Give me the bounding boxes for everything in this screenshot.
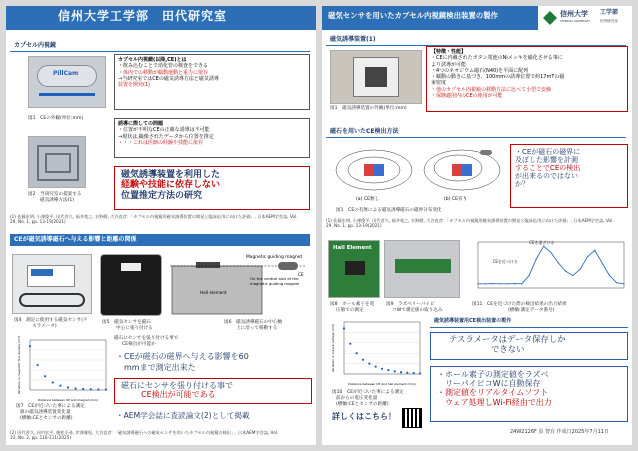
ce-capsule-shape <box>278 262 298 270</box>
magnet-label: Magnetic guiding magnet <box>246 255 303 260</box>
reference-1-line: 29, No. 1, pp. 13-19(2021) <box>326 223 382 229</box>
solution-line: ・測定値をリアルタイムソフト <box>437 388 549 398</box>
data-point <box>105 389 107 391</box>
magnet-diagram <box>166 252 312 320</box>
device-photo <box>330 50 422 104</box>
hall-element-marker <box>196 262 220 268</box>
data-point <box>44 375 46 377</box>
features-box <box>426 46 628 112</box>
result-highlight-line: CE検出が可能である <box>141 390 216 400</box>
capsule-text-line: 装置を開発(1) <box>118 82 151 88</box>
more-info-link[interactable]: 詳しくはこちら！ <box>332 412 396 421</box>
data-point <box>400 371 402 373</box>
capsule-text-line: →当研究室ではCEの磁気誘導方法と磁気誘導 <box>118 75 219 82</box>
figure6-caption-line: 図6 磁気誘導磁石の中心軸 <box>224 320 283 325</box>
field-question-line: が出来るのではない <box>515 172 578 181</box>
reference-1-line: 29, No. 1, pp. 13-19(2021) <box>10 219 66 225</box>
s-pole <box>374 164 384 176</box>
field-question-box <box>510 144 628 208</box>
field-question-line: することでCEの検出 <box>515 164 581 173</box>
poster-page-right <box>322 6 632 445</box>
feature-line: ・蠕動の動きに基づき、100mmの誘導位置で約17mTの磁 <box>431 74 565 80</box>
data-point <box>356 352 358 354</box>
figure4-caption-line: 図4 測定に使用する磁気センサ(テ <box>14 318 88 323</box>
feature-line: より誘導が可能 <box>431 61 467 68</box>
figure7-caption-line: (横軸:CEとセンサの距離) <box>20 416 73 421</box>
figure11-caption-line: 図11 CEを近づけた際の検出結果の出力結果 <box>472 302 567 307</box>
plot-area <box>478 242 624 288</box>
s-pole <box>462 164 472 176</box>
plot-area <box>30 340 106 390</box>
section-heading-capsule: カプセル内視鏡 <box>10 40 310 52</box>
feature-line: ・4つのネオジウム磁石(N40)を平面に配列 <box>431 67 529 74</box>
n-pole <box>364 164 374 176</box>
page-header <box>322 6 538 30</box>
data-point <box>97 388 99 390</box>
field-diagram <box>330 142 508 204</box>
university-logo <box>542 8 630 30</box>
chart-subtitle-line: 磁石にセンサを張り付ける事で <box>114 336 179 341</box>
logo-name: 信州大学 <box>560 10 588 18</box>
data-point <box>602 262 603 263</box>
result-highlight-line: 磁石にセンサを張り付ける事で <box>121 381 233 390</box>
data-point <box>90 388 92 390</box>
solution-line: ・ホール素子の測定値をラズベ <box>437 370 549 379</box>
data-point <box>349 343 351 345</box>
figure1-caption: 図1 CEの外観(単位:mm) <box>28 116 84 121</box>
reference-1-line: (1) 佐藤宏明, 小澤俊平, 田代晋久, 福井竜之, 水野健, 大谷直彦：「カプセル内視鏡用磁気誘導装置の開発と臨床応用に向けた評価」, 日本AEM学会誌, Vol. <box>326 218 614 223</box>
field-caption: 図1 CEの有無による磁気誘導磁石の磁界分布変化 <box>336 208 442 213</box>
data-point <box>29 345 31 347</box>
figure10-caption-line: 前からの電圧変化量 <box>336 396 378 401</box>
logo-dept: 工学部 <box>600 9 619 16</box>
data-point <box>536 258 537 259</box>
data-point <box>499 283 500 284</box>
problem-text-red: ・・・これは医師の経験や技能に依存 <box>118 139 204 146</box>
highlight-box <box>114 166 310 210</box>
figure5-caption-line: 図5 磁気センサを磁石 <box>102 320 151 325</box>
figure2-caption-line: 図2 当研究室の提案する <box>28 192 82 197</box>
chart-flux-vs-distance <box>16 336 110 402</box>
raspberry-pi-photo <box>384 240 460 298</box>
limitation-line <box>449 335 632 345</box>
chart-voltage-vs-distance <box>330 318 424 386</box>
chart-detection-output <box>464 238 628 300</box>
solution-line: ウェア処理しWi-Fi経由で出力 <box>445 397 552 407</box>
figure10-caption-line: (横軸:CEとセンサの距離) <box>336 402 389 407</box>
limitation-line-text: テスラメータはデータ保存しか <box>449 334 566 344</box>
figure9-caption-line: コWで測定値の取り込み <box>392 308 443 313</box>
field-question-line: か？ <box>515 180 529 189</box>
chart-annotation: CEを近づける <box>492 258 518 264</box>
data-point <box>52 381 54 383</box>
logo-dept-sub: 信州研究室 <box>600 19 618 23</box>
limitation-box <box>430 332 628 360</box>
y-axis-label: Variation in output voltage (mV) <box>331 323 335 373</box>
author-credit: 24W2126F 原 智有 作成日2025年7月11日 <box>510 429 609 435</box>
data-point <box>59 385 61 387</box>
y-axis-label: Variation in magnetic flux density (mT) <box>17 336 21 395</box>
data-point <box>572 275 573 276</box>
data-point <box>580 269 581 270</box>
solution-line: リーパイピコWに自動保存 <box>445 379 541 389</box>
data-point <box>381 368 383 370</box>
data-point <box>507 283 508 284</box>
limitation-line: できない <box>491 343 525 354</box>
data-point <box>594 250 595 251</box>
data-point <box>375 366 377 368</box>
figure6-caption-line: 上に沿って移動する <box>236 326 278 331</box>
reference-1 <box>326 218 626 228</box>
hall-element-label: Hall Element <box>333 245 372 251</box>
figure5-caption-line: 中心に張り付ける <box>116 326 153 331</box>
maze-photo <box>28 136 86 188</box>
data-point <box>623 283 624 284</box>
data-point <box>609 275 610 276</box>
page-title: 磁気センサを用いたカプセル内視鏡検出装置の製作 <box>328 11 498 20</box>
data-point <box>514 283 515 284</box>
axis-label: On the central axis of the <box>250 276 299 281</box>
field-diagram-b <box>424 150 500 190</box>
section-heading-field: 磁石を用いたCE検出方法 <box>326 126 626 138</box>
data-point <box>37 364 39 366</box>
field-diagram-a <box>336 150 412 190</box>
field-label-a: (a) CE無し <box>356 197 380 202</box>
data-point <box>543 246 544 247</box>
ce-capsule-shape <box>480 150 492 155</box>
publication-note: ・AEM学会誌に査読論文(2)として掲載 <box>116 411 250 420</box>
highlight-line: 経験や技能に依存しない <box>121 180 221 191</box>
feature-line: ・CEに内蔵されたボタン電池のNiメッキを磁化させる事に <box>431 55 563 62</box>
data-point <box>362 359 364 361</box>
section-heading-influence: CEが磁気誘導磁石へ与える影響と距離の関係 <box>10 234 310 246</box>
feature-line: 束密度 <box>431 80 447 87</box>
axis-label: magnetic guiding magnet <box>250 281 300 286</box>
capsule-text-line: ・飲み込むことで消化管の検査をできる <box>118 63 209 70</box>
data-point <box>529 275 530 276</box>
field-label-b: (b) CE有り <box>444 197 468 202</box>
reference-1 <box>10 214 310 224</box>
data-point <box>492 283 493 284</box>
chart-subtitle-line: CE検出が可能か <box>122 342 156 347</box>
hall-element-photo <box>328 240 380 298</box>
data-point <box>558 262 559 263</box>
reference-2-line: (2) 田代晋久, 河内宏平, 植松千尋, 岸澤雅紀, 大谷直彦：「磁気誘導磁石への磁気センサを用いたカプセル内視鏡の検出」, 日本AEM学会誌, Vol. <box>10 430 279 435</box>
feature-line: ・保険適用内のCEの使用が可能 <box>431 92 503 99</box>
data-point <box>616 282 617 283</box>
reference-2-line: 33, No. 2, pp. 116-111(2025) <box>10 435 71 441</box>
problem-text-line: ・位置が不明なCEの正確な誘導は不可能 <box>118 127 210 134</box>
data-point <box>565 271 566 272</box>
reference-2 <box>10 430 310 440</box>
figure7-caption-line: 図7 CEが近づいた事による測定 <box>16 404 85 409</box>
magnet-photo <box>100 254 162 316</box>
x-axis-label: Distance between CE and magnet (mm) <box>37 398 99 402</box>
data-point <box>343 327 345 329</box>
device-caption: 図1 磁気誘導装置の外観(単位:mm) <box>330 106 407 111</box>
capsule-photo <box>28 56 106 108</box>
feature-line: ・他のカプセル内視鏡の移動方法に比べて小型で安価 <box>431 86 551 93</box>
data-point <box>485 283 486 284</box>
plot-area <box>344 322 420 374</box>
poster-page-left <box>6 6 316 445</box>
capsule-brand-label: PillCam <box>53 70 79 77</box>
data-point <box>550 252 551 253</box>
figure11-caption-line: (横軸:測定データ番号) <box>508 308 555 313</box>
highlight-line: 位置推定方法の研究 <box>121 190 203 201</box>
page-header <box>6 6 316 30</box>
data-point <box>67 386 69 388</box>
figure9-caption-line: 図9 ラズベリーパイピ <box>386 302 435 307</box>
figure7-caption-line: 値の磁気誘導装置変化量 <box>20 410 71 415</box>
data-point <box>368 363 370 365</box>
data-point <box>521 283 522 284</box>
problem-text-line: 誘導に際しての問題 <box>118 121 164 127</box>
data-point <box>387 369 389 371</box>
capsule-description-box <box>114 54 310 110</box>
solution-box <box>430 366 628 422</box>
chart-annotation: CEを遠ざける <box>529 240 555 246</box>
figure8-caption-line: 図8 ホール素子を電 <box>330 302 375 307</box>
logo-english: SHINSHU UNIVERSITY <box>560 19 591 23</box>
result-line: ・CEが磁石の磁界へ与える影響を60 <box>116 352 249 361</box>
figure2-caption-line: 磁気誘導方法(1) <box>40 198 75 203</box>
figure10-caption-line: 図10 CEが近づいた事による測定 <box>332 390 404 395</box>
data-point <box>394 370 396 372</box>
problem-text-line <box>118 140 306 146</box>
field-question-line: 及ぼした影響を計測 <box>515 156 578 165</box>
data-point <box>413 372 415 374</box>
data-point <box>587 256 588 257</box>
data-point <box>406 372 408 374</box>
feature-line: 【特徴・性能】 <box>431 49 467 55</box>
data-point <box>477 283 478 284</box>
qr-code-icon[interactable] <box>402 408 422 428</box>
figure8-caption-line: 圧値での測定 <box>336 308 364 313</box>
section-heading-device: 磁気誘導装置(1) <box>326 34 626 46</box>
university-emblem-icon <box>542 10 558 26</box>
hall-label: Hall element <box>200 290 227 295</box>
n-pole <box>452 164 462 176</box>
highlight-line: 磁気誘導装置を利用した <box>121 170 221 180</box>
field-question-line: ・CEが磁石の磁界に <box>515 148 581 156</box>
reference-1-line: (1) 佐藤宏明, 小澤俊平, 田代晋久, 福井竜之, 水野健, 大谷直彦：「カプセル内視鏡用磁気誘導装置の開発と臨床応用に向けた評価」, 日本AEM学会誌, Vol. <box>10 214 298 219</box>
result-line: mmまで測定出来た <box>124 363 196 372</box>
capsule-text-line: カプセル内視鏡(以降,CE)とは <box>118 57 187 63</box>
teslameter-photo <box>12 254 92 314</box>
ce-label: CE <box>298 272 304 277</box>
x-axis-label: Distance between CE and hall element (mm) <box>348 382 416 386</box>
problem-text-line: →現状は,撮像されたデータから位置を推定 <box>118 133 214 140</box>
capsule-text-line: ・体内での移動が蠕動運動と重力に依存 <box>118 69 209 76</box>
figure4-caption-line: スラメータ) <box>32 324 57 329</box>
data-point <box>419 372 421 374</box>
data-point <box>75 387 77 389</box>
problem-box <box>114 118 310 158</box>
page-title: 信州大学工学部 田代研究室 <box>58 9 228 23</box>
data-point <box>82 388 84 390</box>
section-heading-fabricate: 磁気誘導装置用CE検出装置の製作 <box>430 316 628 328</box>
result-highlight-box <box>114 378 312 404</box>
